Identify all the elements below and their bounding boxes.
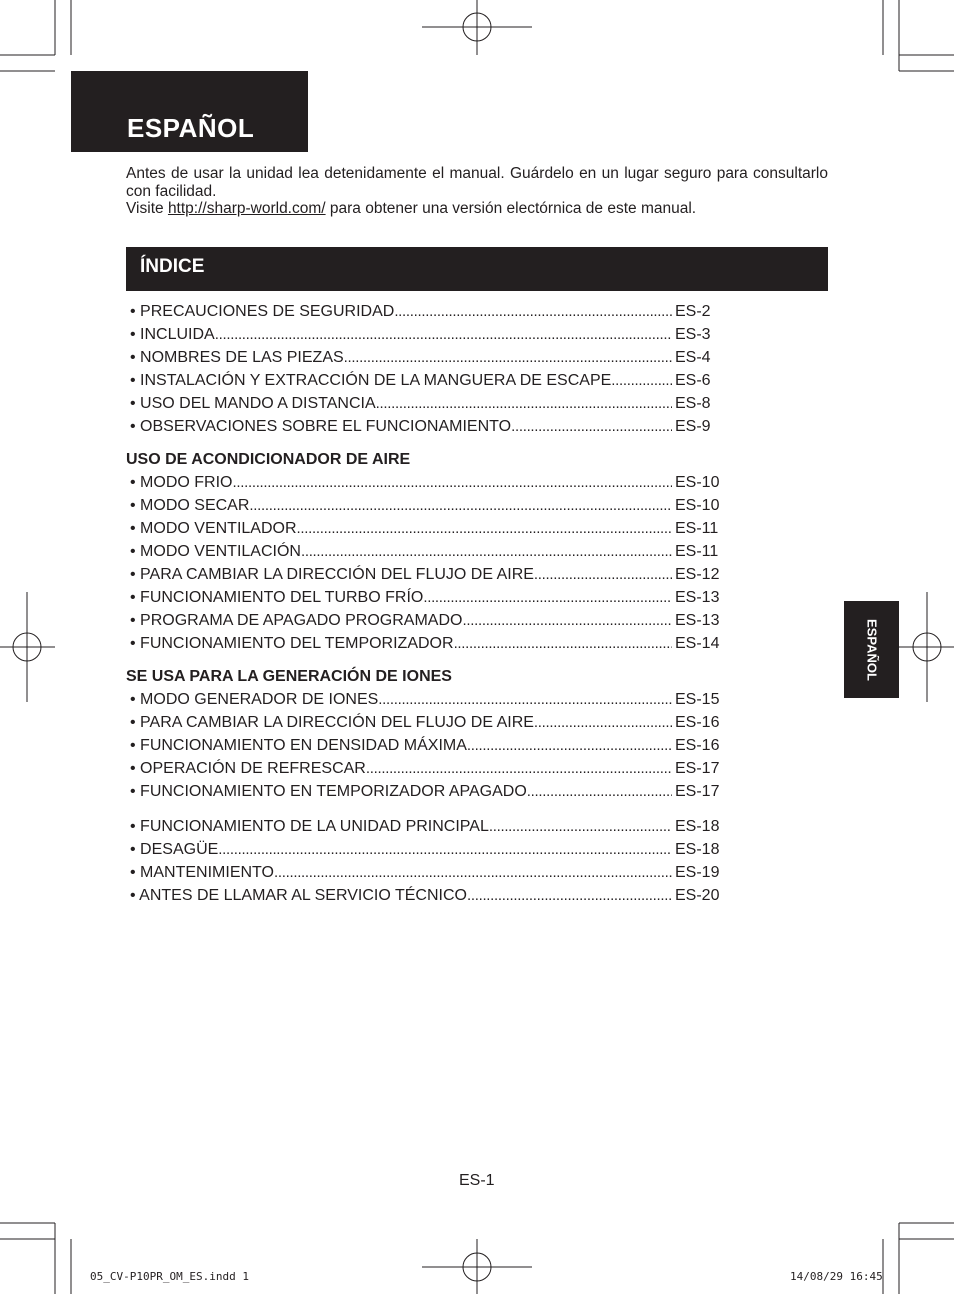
toc-entry[interactable] bbox=[126, 563, 726, 586]
toc-entry[interactable] bbox=[126, 586, 726, 609]
toc-entry-page: ES-13 bbox=[675, 589, 720, 606]
toc-ion-list bbox=[126, 688, 726, 803]
toc-entry-page: ES-17 bbox=[675, 760, 720, 777]
toc-entry-label: • PARA CAMBIAR LA DIRECCIÓN DEL FLUJO DE AIRE bbox=[130, 714, 534, 731]
toc-entry-page: ES-13 bbox=[675, 612, 720, 629]
toc-leader-dots bbox=[249, 494, 672, 517]
toc-entry-label: • MANTENIMIENTO bbox=[130, 864, 274, 881]
toc-leader-dots bbox=[511, 415, 672, 438]
toc-entry[interactable] bbox=[126, 711, 726, 734]
toc-entry-label: • MODO VENTILACIÓN bbox=[130, 543, 301, 560]
toc-leader-dots bbox=[534, 711, 672, 734]
table-of-contents bbox=[126, 300, 726, 907]
toc-entry-label: • USO DEL MANDO A DISTANCIA bbox=[130, 395, 376, 412]
toc-entry-page: ES-2 bbox=[675, 303, 711, 320]
toc-leader-dots bbox=[215, 323, 672, 346]
spacer bbox=[126, 438, 726, 448]
intro-text bbox=[126, 165, 828, 218]
visit-prefix: Visite bbox=[126, 200, 168, 217]
toc-entry[interactable] bbox=[126, 632, 726, 655]
toc-leader-dots bbox=[611, 369, 672, 392]
toc-leader-dots bbox=[297, 517, 672, 540]
toc-leader-dots bbox=[366, 757, 672, 780]
toc-entry-label: • FUNCIONAMIENTO DEL TURBO FRÍO bbox=[130, 589, 424, 606]
toc-entry-page: ES-10 bbox=[675, 497, 720, 514]
toc-entry-label: • PROGRAMA DE APAGADO PROGRAMADO bbox=[130, 612, 463, 629]
toc-entry[interactable] bbox=[126, 300, 726, 323]
toc-entry[interactable] bbox=[126, 861, 726, 884]
language-side-tab bbox=[844, 601, 899, 698]
toc-entry[interactable] bbox=[126, 757, 726, 780]
toc-general-list bbox=[126, 300, 726, 438]
toc-leader-dots bbox=[534, 563, 672, 586]
toc-leader-dots bbox=[394, 300, 672, 323]
toc-entry[interactable] bbox=[126, 392, 726, 415]
side-tab-label: ESPAÑOL bbox=[864, 618, 879, 681]
toc-ac-list bbox=[126, 471, 726, 655]
toc-entry-label: • FUNCIONAMIENTO DEL TEMPORIZADOR bbox=[130, 635, 454, 652]
spacer bbox=[126, 803, 726, 815]
toc-entry-label: • MODO GENERADOR DE IONES bbox=[130, 691, 379, 708]
sharp-world-link[interactable]: http://sharp-world.com/ bbox=[167, 200, 326, 217]
toc-entry-page: ES-3 bbox=[675, 326, 711, 343]
toc-entry-page: ES-19 bbox=[675, 864, 720, 881]
toc-leader-dots bbox=[462, 609, 672, 632]
toc-entry[interactable] bbox=[126, 517, 726, 540]
toc-leader-dots bbox=[454, 632, 672, 655]
toc-leader-dots bbox=[218, 838, 672, 861]
toc-leader-dots bbox=[376, 392, 672, 415]
toc-entry-label: • FUNCIONAMIENTO EN DENSIDAD MÁXIMA bbox=[130, 737, 467, 754]
toc-entry[interactable] bbox=[126, 838, 726, 861]
toc-entry-page: ES-10 bbox=[675, 474, 720, 491]
toc-entry[interactable] bbox=[126, 323, 726, 346]
visit-suffix: para obtener una versión electórnica de este manual. bbox=[325, 200, 697, 217]
toc-entry-page: ES-4 bbox=[675, 349, 711, 366]
toc-entry-label: • MODO SECAR bbox=[130, 497, 250, 514]
toc-entry[interactable] bbox=[126, 609, 726, 632]
toc-entry-page: ES-17 bbox=[675, 783, 720, 800]
page-number: ES-1 bbox=[459, 1172, 495, 1189]
toc-entry[interactable] bbox=[126, 415, 726, 438]
toc-entry-page: ES-16 bbox=[675, 737, 720, 754]
toc-entry-label: • MODO VENTILADOR bbox=[130, 520, 297, 537]
toc-entry-page: ES-11 bbox=[675, 543, 719, 560]
toc-leader-dots bbox=[232, 471, 672, 494]
toc-leader-dots bbox=[344, 346, 672, 369]
toc-entry-label: • INCLUIDA bbox=[130, 326, 215, 343]
toc-entry-page: ES-8 bbox=[675, 395, 711, 412]
language-banner-title: ESPAÑOL bbox=[127, 113, 255, 143]
toc-entry-label: • PRECAUCIONES DE SEGURIDAD bbox=[130, 303, 395, 320]
toc-entry-page: ES-20 bbox=[675, 887, 720, 904]
toc-entry-page: ES-18 bbox=[675, 818, 720, 835]
toc-leader-dots bbox=[423, 586, 672, 609]
toc-entry-page: ES-18 bbox=[675, 841, 720, 858]
toc-leader-dots bbox=[527, 780, 672, 803]
toc-entry-page: ES-6 bbox=[675, 372, 711, 389]
toc-entry-page: ES-16 bbox=[675, 714, 720, 731]
toc-section-title-ac: USO DE ACONDICIONADOR DE AIRE bbox=[126, 451, 411, 468]
index-title: ÍNDICE bbox=[140, 256, 205, 277]
toc-entry-page: ES-15 bbox=[675, 691, 720, 708]
toc-entry[interactable] bbox=[126, 540, 726, 563]
toc-entry-label: • MODO FRIO bbox=[130, 474, 233, 491]
toc-leader-dots bbox=[301, 540, 672, 563]
toc-entry[interactable] bbox=[126, 815, 726, 838]
toc-entry-label: • FUNCIONAMIENTO EN TEMPORIZADOR APAGADO bbox=[130, 783, 527, 800]
toc-leader-dots bbox=[467, 884, 672, 907]
toc-entry[interactable] bbox=[126, 734, 726, 757]
toc-entry[interactable] bbox=[126, 369, 726, 392]
footer-date: 14/08/29 16:45 bbox=[790, 1270, 883, 1283]
toc-entry[interactable] bbox=[126, 688, 726, 711]
toc-leader-dots bbox=[467, 734, 672, 757]
toc-leader-dots bbox=[489, 815, 672, 838]
toc-entry[interactable] bbox=[126, 494, 726, 517]
toc-entry-label: • ANTES DE LLAMAR AL SERVICIO TÉCNICO bbox=[130, 887, 467, 904]
toc-entry-label: • NOMBRES DE LAS PIEZAS bbox=[130, 349, 344, 366]
toc-entry-label: • OBSERVACIONES SOBRE EL FUNCIONAMIENTO bbox=[130, 418, 512, 435]
toc-entry-label: • DESAGÜE bbox=[130, 841, 219, 858]
toc-entry[interactable] bbox=[126, 471, 726, 494]
toc-entry-page: ES-12 bbox=[675, 566, 720, 583]
toc-entry-page: ES-11 bbox=[675, 520, 719, 537]
toc-leader-dots bbox=[378, 688, 672, 711]
toc-entry-page: ES-9 bbox=[675, 418, 711, 435]
toc-entry[interactable] bbox=[126, 780, 726, 803]
footer-file-name: 05_CV-P10PR_OM_ES.indd 1 bbox=[90, 1270, 249, 1283]
toc-other-list bbox=[126, 815, 726, 907]
toc-leader-dots bbox=[274, 861, 672, 884]
toc-entry-label: • INSTALACIÓN Y EXTRACCIÓN DE LA MANGUERA DE ESCAPE bbox=[130, 372, 612, 389]
toc-entry[interactable] bbox=[126, 346, 726, 369]
toc-entry[interactable] bbox=[126, 884, 726, 907]
index-header bbox=[126, 247, 828, 291]
toc-entry-label: • PARA CAMBIAR LA DIRECCIÓN DEL FLUJO DE AIRE bbox=[130, 566, 534, 583]
toc-entry-label: • FUNCIONAMIENTO DE LA UNIDAD PRINCIPAL bbox=[130, 818, 489, 835]
toc-section-title-ion: SE USA PARA LA GENERACIÓN DE IONES bbox=[126, 668, 452, 685]
intro-paragraph: Antes de usar la unidad lea detenidamente el manual. Guárdelo en un lugar seguro para consultarlo con facilidad. bbox=[126, 165, 828, 200]
intro-visit-line bbox=[126, 200, 828, 218]
language-banner bbox=[71, 71, 308, 152]
spacer bbox=[126, 655, 726, 665]
toc-entry-page: ES-14 bbox=[675, 635, 720, 652]
toc-entry-label: • OPERACIÓN DE REFRESCAR bbox=[130, 760, 366, 777]
